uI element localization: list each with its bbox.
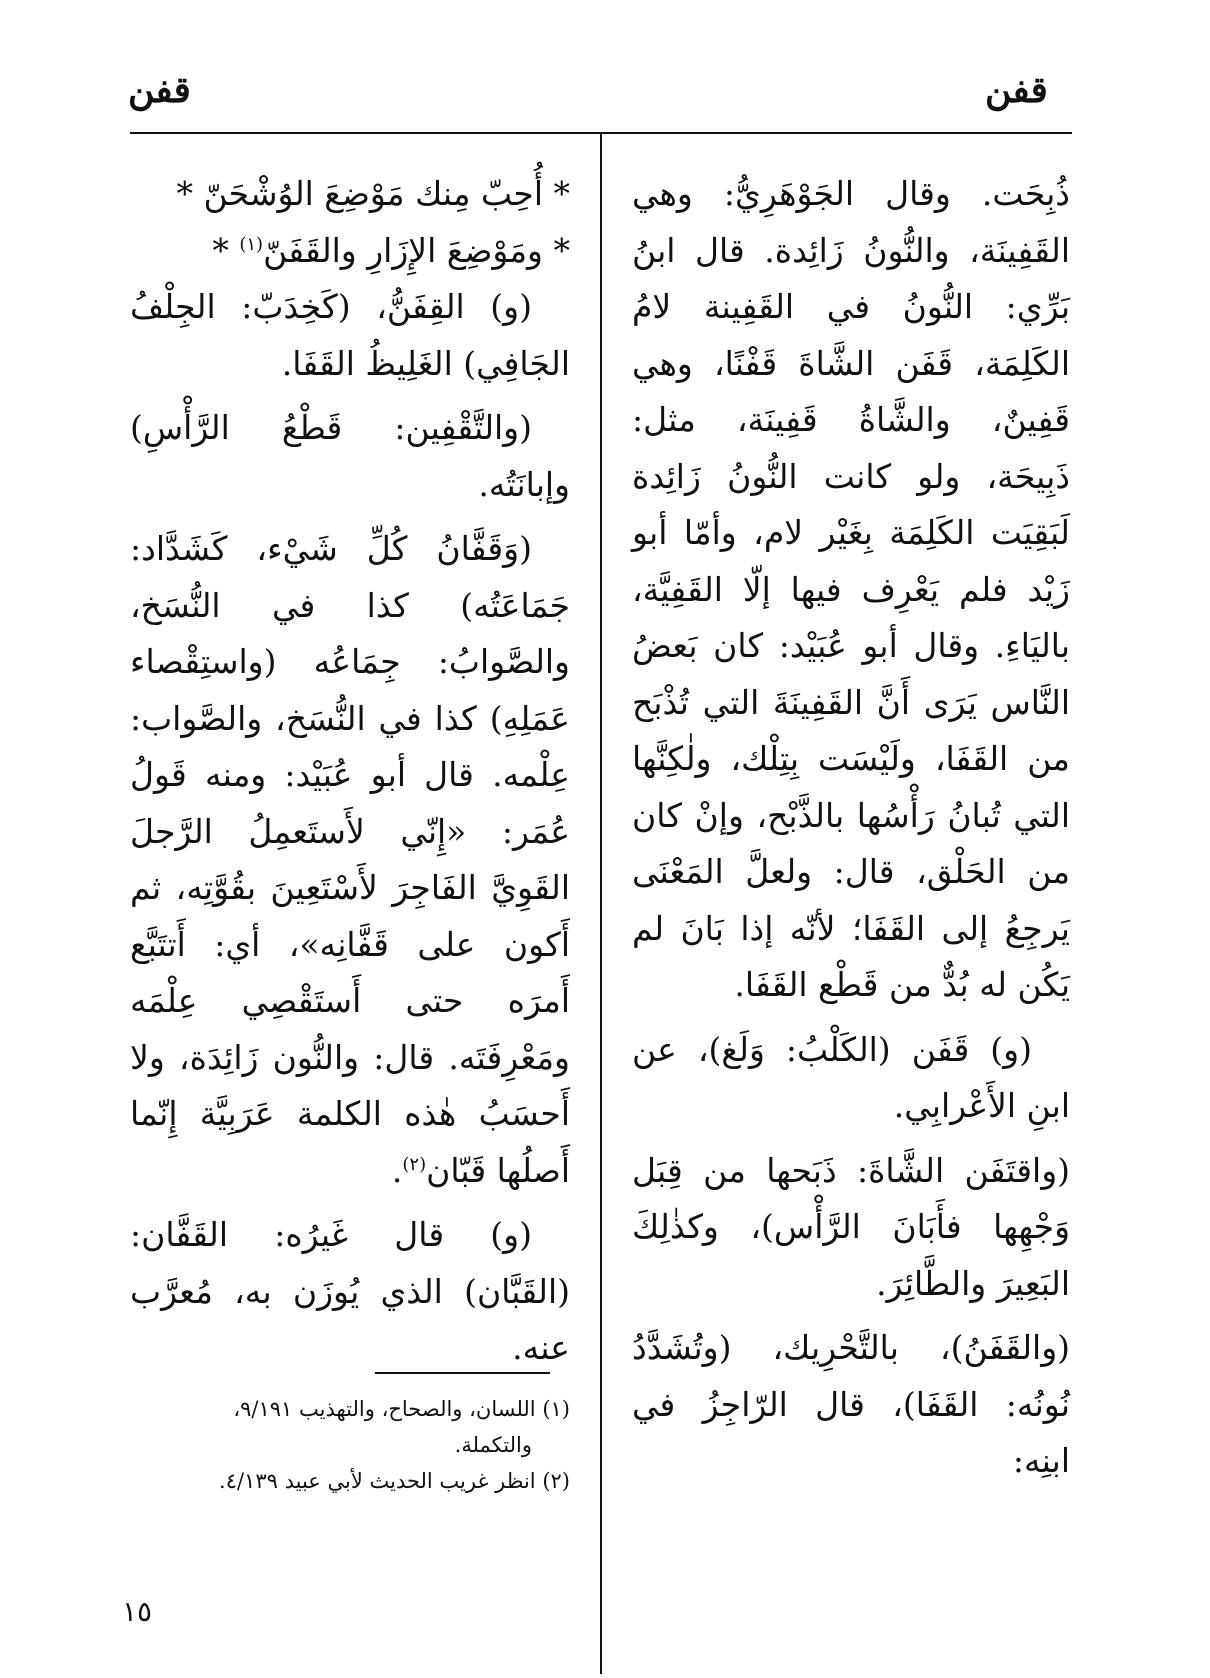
verse-line-2-end: * xyxy=(212,230,240,270)
right-column xyxy=(632,166,1070,1490)
left-column xyxy=(130,166,570,1377)
footnote-2: (٢) انظر غريب الحديث لأبي عبيد ٤/١٣٩. xyxy=(219,1469,570,1493)
footnote-rule xyxy=(375,1372,550,1374)
column-divider xyxy=(600,134,602,1674)
right-para-4: (والقَفَنُ)، بالتَّحْرِيك، (وتُشَدَّدُ نُونُه: القَفَا)، قال الرّاجِزُ في ابنِه: xyxy=(632,1328,1070,1480)
footnotes xyxy=(130,1392,570,1500)
verse-line-1: * أُحِبّ مِنك مَوْضِعَ الوُشْحَنّ * xyxy=(176,174,570,213)
running-head-right: قفن xyxy=(985,69,1048,111)
left-para-3-text: (وَقَفَّانُ كُلِّ شَيْء، كَشَدَّاد: جَمَاعَتُه) كذا في النُّسَخ، والصَّوابُ: جِمَاعُه (واستِقْصاء عَمَلِهِ) كذا في النُّسَخ، والصَّواب: عِلْمه. قال أبو عُبَيْد: ومنه قَولُ عُمَر: «إِنّي لأَستَعمِلُ الرَّجلَ القَوِيَّ الفَاجِرَ لأَسْتَعِينَ بقُوَّتِه، ثم أَكون على قَفَّانِه»، أي: أَتتَبَّع أَمرَه حتى أَستَقْصِي عِلْمَه ومَعْرِفَتَه. قال: والنُّون زَائِدَة، ولا أَحسَبُ هٰذه الكلمة عَرَبِيَّة إِنّما أَصلُها قَبّان xyxy=(130,529,570,1190)
left-para-2: (والتَّقْفِين: قَطْعُ الرَّأْسِ) وإبانَتُه. xyxy=(130,408,570,504)
verse-line-2 xyxy=(130,223,570,280)
right-para-1: ذُبِحَت. وقال الجَوْهَرِيُّ: وهي القَفِينَة، والنُّونُ زَائِدة. قال ابنُ بَرِّي: النُّونُ في القَفِينة لامُ الكَلِمَة، قَفَن الشَّاةَ قَفْنًا، وهي قَفِينٌ، والشَّاةُ قَفِينَة، مثل: ذَبِيحَة، ولو كانت النُّونُ زَائِدة لَبَقِيَت الكَلِمَة بِغَيْر لام، وأمّا أبو زَيْد فلم يَعْرِف فيها إلّا القَفِيَّة، باليَاءِ. وقال أبو عُبَيْد: كان بَعضُ النَّاس يَرَى أَنَّ القَفِينَةَ التي تُذْبَح من القَفَا، ولَيْسَت بِتِلْك، ولٰكِنَّها التي تُبانُ رَأْسُها بالذَّبْح، وإنْ كان من الحَلْق، قال: ولعلَّ المَعْنَى يَرجِعُ إلى القَفَا؛ لأنّه إذا بَانَ لم يَكُن له بُدٌّ من قَطْع القَفَا. xyxy=(632,174,1070,1004)
left-para-4: (و) قال غَيرُه: القَفَّان: (القَبَّان) الذي يُوزَن به، مُعرَّب عنه. xyxy=(130,1215,570,1367)
left-para-3-end: . xyxy=(391,1150,403,1190)
left-para-1: (و) القِفَنُّ، (كَخِدَبّ: الجِلْفُ الجَافِي) الغَلِيظُ القَفَا. xyxy=(130,287,570,383)
right-para-2: (و) قَفَن (الكَلْبُ: وَلَغ)، عن ابنِ الأَعْرابِي. xyxy=(632,1029,1070,1125)
footnote-ref-2[interactable]: (٢) xyxy=(402,1153,427,1175)
running-head-left: قفن xyxy=(128,69,191,111)
verse-line-2-text: * ومَوْضِعَ الإِزَارِ والقَفَنّ xyxy=(263,230,570,270)
footnote-1-continued: والتكملة. xyxy=(454,1433,532,1457)
page-number: ١٥ xyxy=(122,1595,153,1628)
left-para-3 xyxy=(130,521,570,1199)
right-para-3: (واقتَفَن الشَّاةَ: ذَبَحها من قِبَل وَجْهِها فأَبَانَ الرَّأْس)، وكذٰلِكَ البَعِيرَ والطَّائِرَ. xyxy=(632,1150,1070,1303)
footnote-1: (١) اللسان، والصحاح، والتهذيب ٩/١٩١، xyxy=(233,1397,570,1421)
footnote-ref-1[interactable]: (١) xyxy=(239,233,264,255)
